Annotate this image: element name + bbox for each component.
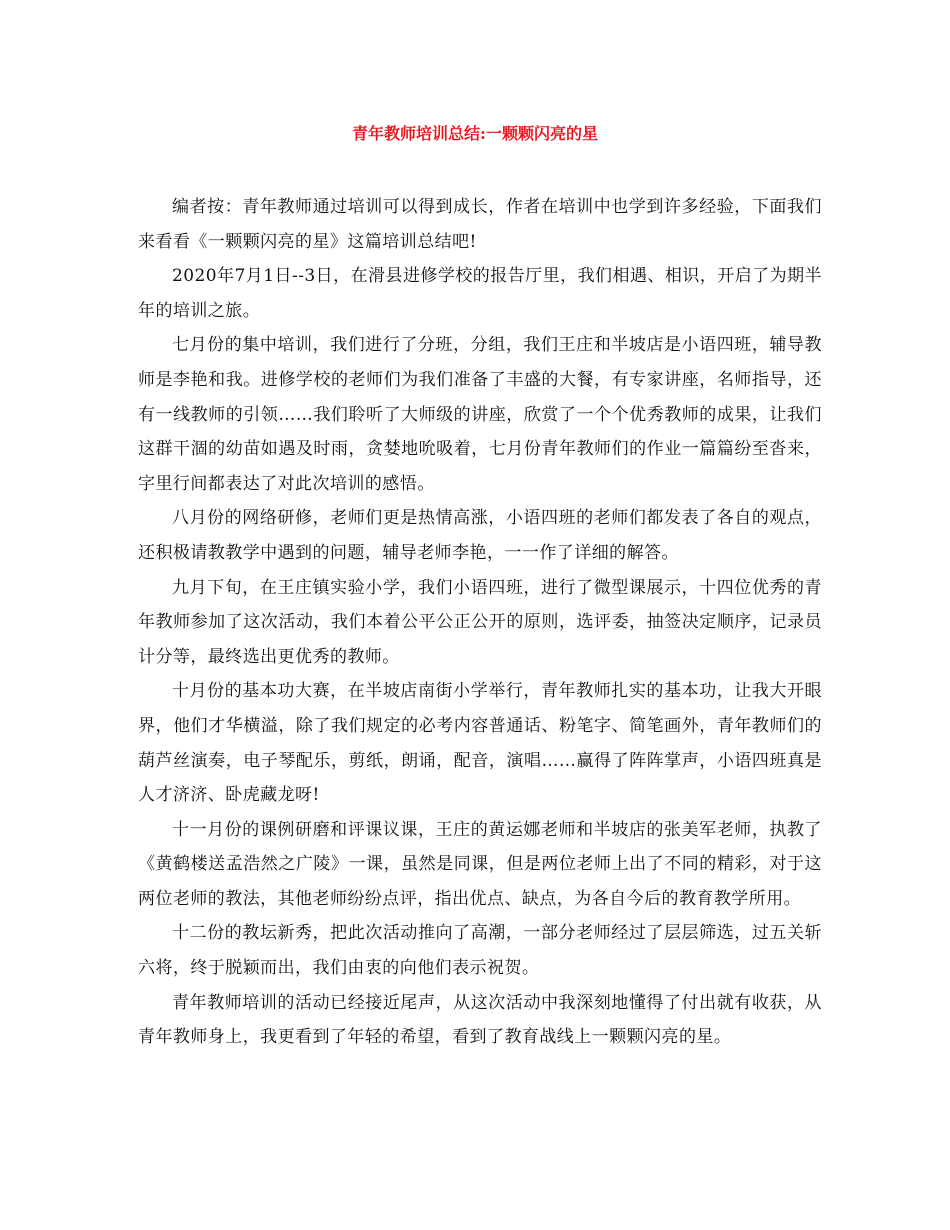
paragraph-conclusion: 青年教师培训的活动已经接近尾声，从这次活动中我深刻地懂得了付出就有收获，从青年教师身上，我更看到了年轻的希望，看到了教育战线上一颗颗闪亮的星。 [138, 992, 822, 1048]
paragraph-november: 十一月份的课例研磨和评课议课，王庄的黄运娜老师和半坡店的张美军老师，执教了《黄鹤楼送孟浩然之广陵》一课，虽然是同课，但是两位老师上出了不同的精彩，对于这两位老师的教法，其他老师纷纷点评，指出优点、缺点，为各自今后的教育教学所用。 [138, 819, 822, 909]
paragraph-october: 十月份的基本功大赛，在半坡店南街小学举行，青年教师扎实的基本功，让我大开眼界，他们才华横溢，除了我们规定的必考内容普通话、粉笔字、简笔画外，青年教师们的葫芦丝演奏，电子琴配乐，剪纸，朗诵，配音，演唱……赢得了阵阵掌声，小语四班真是人才济济、卧虎藏龙呀! [138, 681, 822, 806]
paragraph-opening: 2020年7月1日--3日，在滑县进修学校的报告厅里，我们相遇、相识，开启了为期半年的培训之旅。 [138, 266, 822, 321]
paragraph-july: 七月份的集中培训，我们进行了分班，分组，我们王庄和半坡店是小语四班，辅导教师是李艳和我。进修学校的老师们为我们准备了丰盛的大餐，有专家讲座，名师指导，还有一线教师的引领……我们聆听了大师级的讲座，欣赏了一个个优秀教师的成果，让我们这群干涸的幼苗如遇及时雨，贪婪地吮吸着，七月份青年教师们的作业一篇篇纷至沓来，字里行间都表达了对此次培训的感悟。 [138, 335, 822, 494]
paragraph-editor-note: 编者按：青年教师通过培训可以得到成长，作者在培训中也学到许多经验，下面我们来看看《一颗颗闪亮的星》这篇培训总结吧! [138, 197, 822, 252]
paragraph-december: 十二份的教坛新秀，把此次活动推向了高潮，一部分老师经过了层层筛选，过五关斩六将，终于脱颖而出，我们由衷的向他们表示祝贺。 [138, 923, 822, 979]
paragraph-september: 九月下旬，在王庄镇实验小学，我们小语四班，进行了微型课展示，十四位优秀的青年教师参加了这次活动，我们本着公平公正公开的原则，选评委，抽签决定顺序，记录员计分等，最终选出更优秀的教师。 [138, 577, 822, 667]
document-body [138, 190, 822, 1055]
paragraph-august: 八月份的网络研修，老师们更是热情高涨，小语四班的老师们都发表了各自的观点，还积极请教教学中遇到的问题，辅导老师李艳，一一作了详细的解答。 [138, 508, 822, 563]
document-title: 青年教师培训总结:一颗颗闪亮的星 [352, 124, 598, 143]
